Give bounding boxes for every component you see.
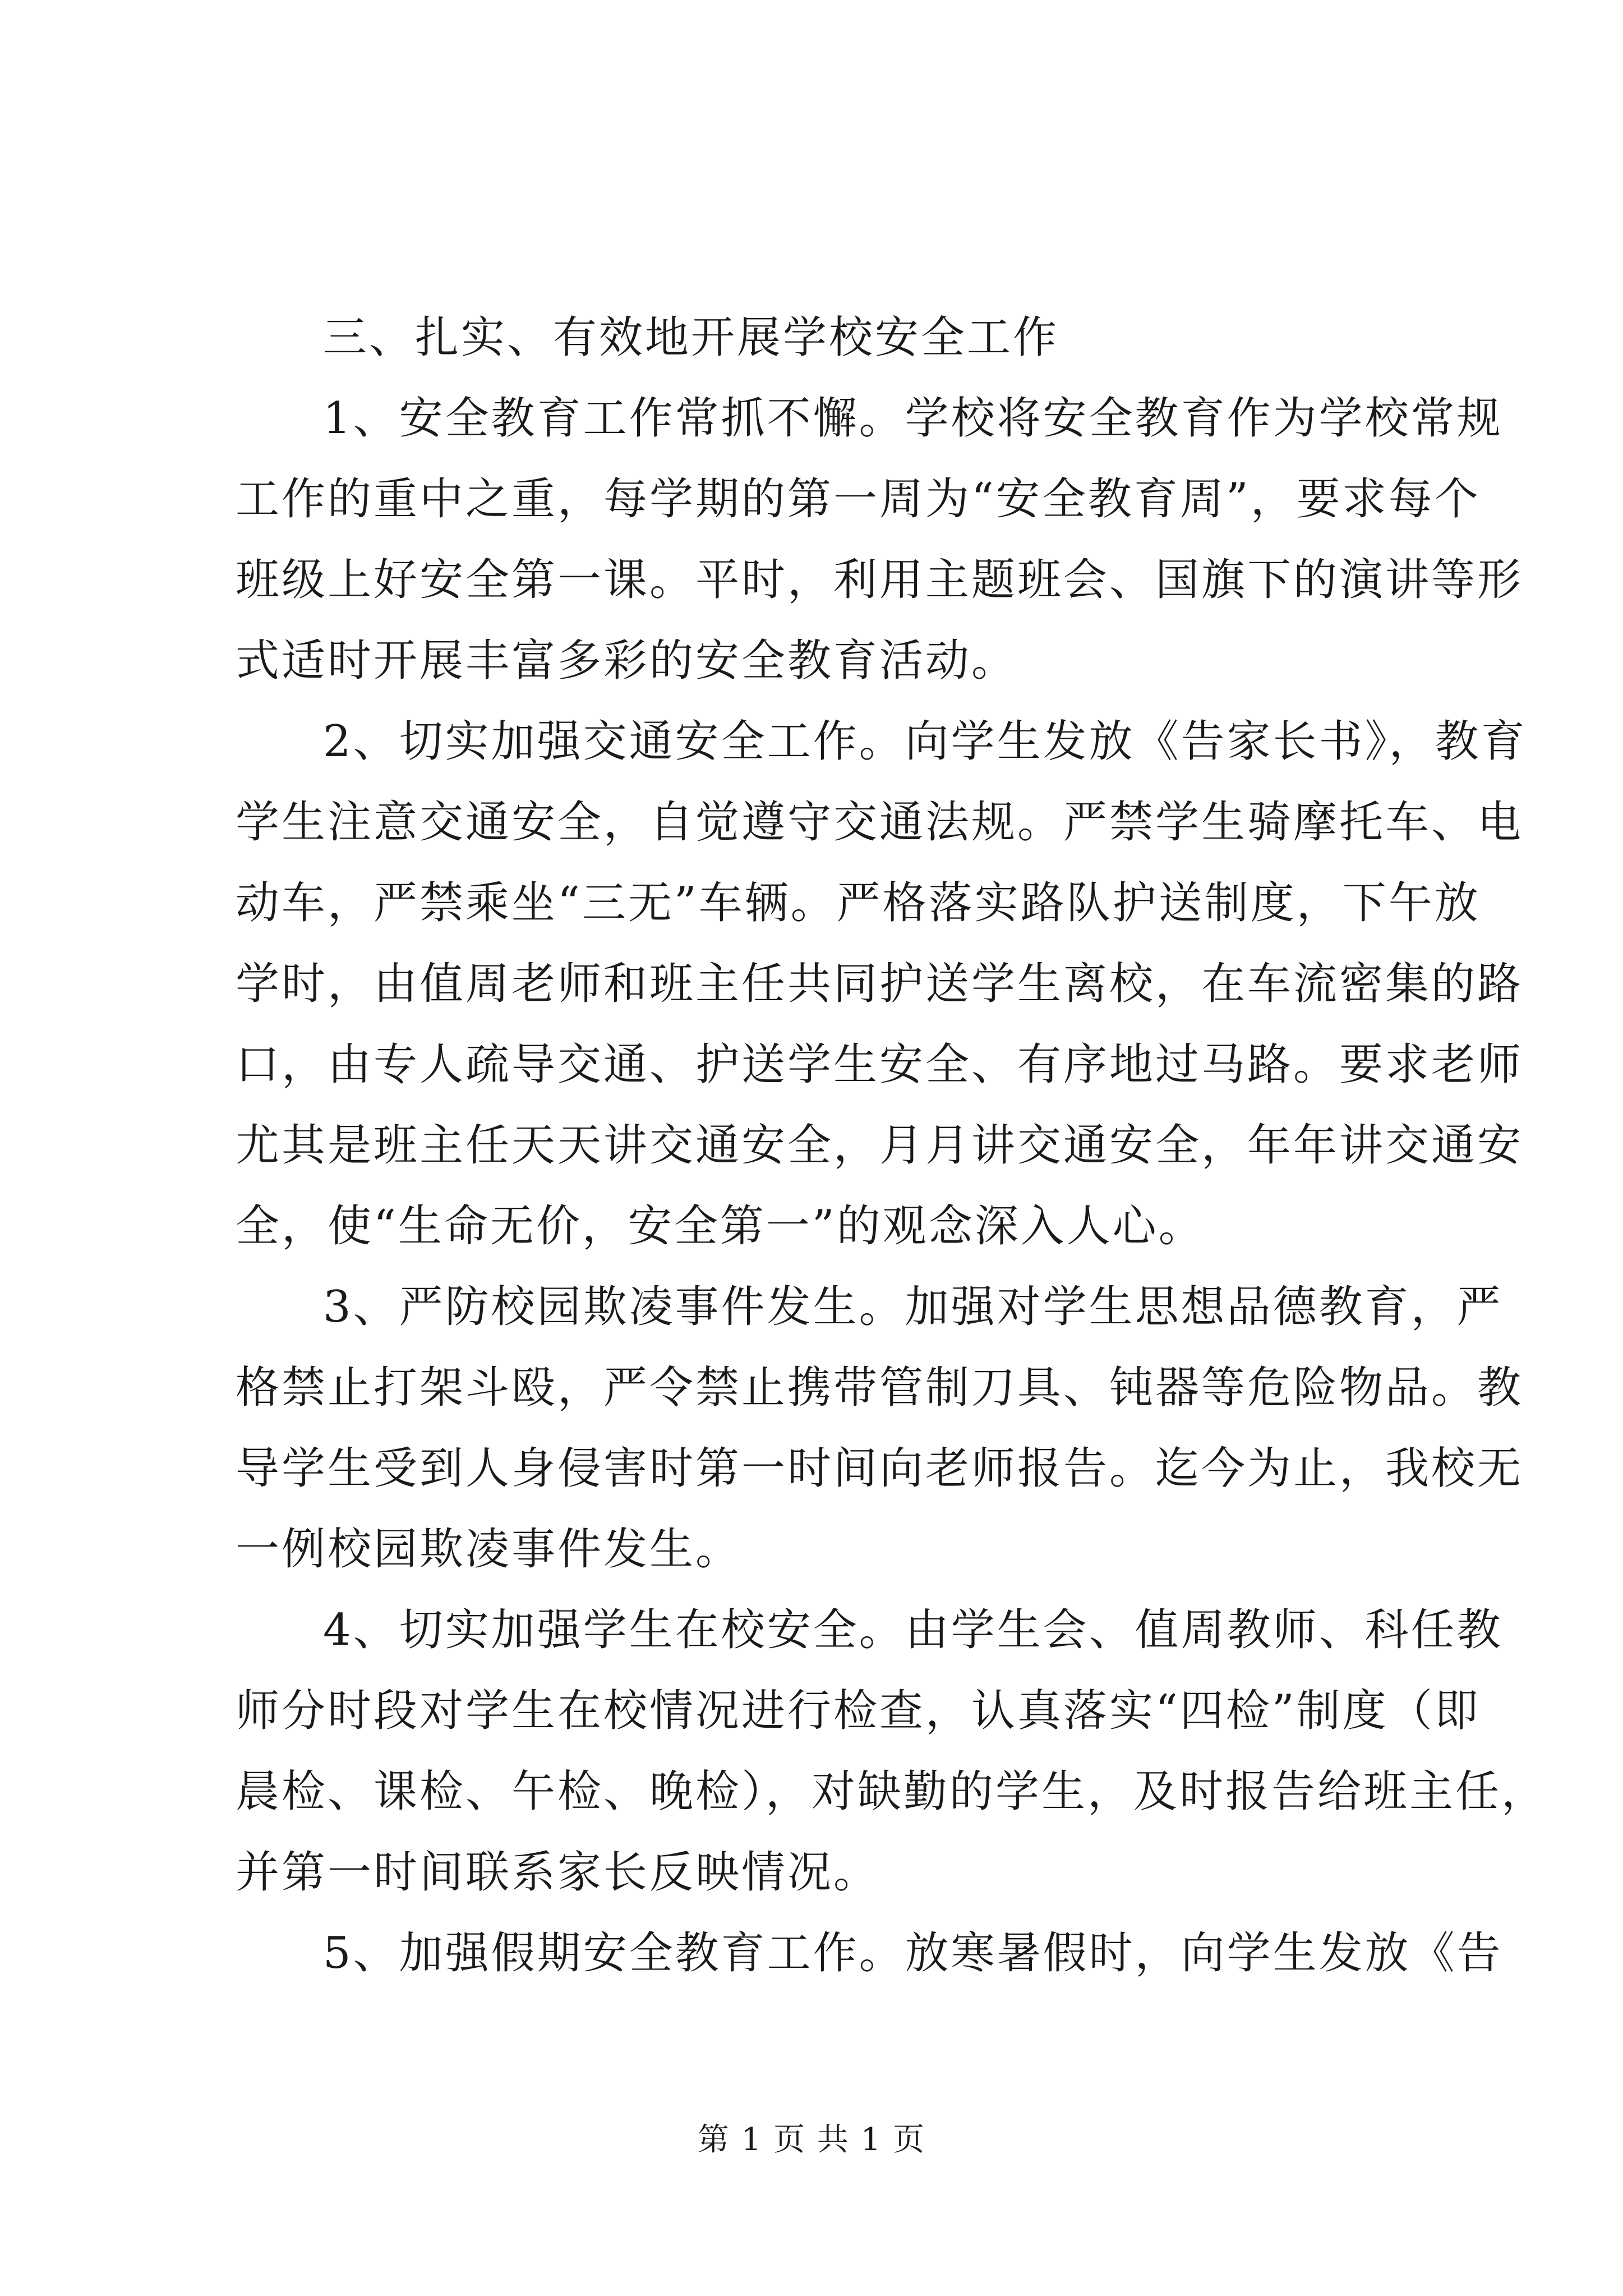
paragraph-line: 2、切实加强交通安全工作。向学生发放《告家长书》，教育 bbox=[323, 716, 1527, 767]
paragraph-line: 全，使“生命无价，安全第一”的观念深入人心。 bbox=[236, 1201, 1205, 1251]
paragraph-line: 3、严防校园欺凌事件发生。加强对学生思想品德教育，严 bbox=[323, 1282, 1503, 1332]
paragraph-line: 学生注意交通安全，自觉遵守交通法规。严禁学生骑摩托车、电 bbox=[236, 797, 1524, 848]
paragraph-2 bbox=[236, 701, 1527, 1267]
paragraph-1 bbox=[236, 378, 1524, 701]
section-heading: 三、扎实、有效地开展学校安全工作 bbox=[323, 312, 1059, 363]
paragraph-line: 5、加强假期安全教育工作。放寒暑假时，向学生发放《告 bbox=[323, 1928, 1503, 1978]
paragraph-line: 口，由专人疏导交通、护送学生安全、有序地过马路。要求老师 bbox=[236, 1039, 1524, 1090]
paragraph-line: 4、切实加强学生在校安全。由学生会、值周教师、科任教 bbox=[323, 1605, 1503, 1655]
page-number-footer: 第 1 页 共 1 页 bbox=[697, 2122, 926, 2158]
paragraph-line: 工作的重中之重，每学期的第一周为“安全教育周”，要求每个 bbox=[236, 474, 1481, 524]
document-body bbox=[236, 297, 1548, 1994]
paragraph-line: 动车，严禁乘坐“三无”车辆。严格落实路队护送制度，下午放 bbox=[236, 878, 1481, 928]
paragraph-5 bbox=[236, 1913, 1503, 1994]
paragraph-line: 并第一时间联系家长反映情况。 bbox=[236, 1847, 880, 1898]
paragraph-line: 班级上好安全第一课。平时，利用主题班会、国旗下的演讲等形 bbox=[236, 555, 1524, 605]
paragraph-line: 学时，由值周老师和班主任共同护送学生离校，在车流密集的路 bbox=[236, 959, 1524, 1009]
paragraph-line: 尤其是班主任天天讲交通安全，月月讲交通安全，年年讲交通安 bbox=[236, 1120, 1524, 1171]
paragraph-line: 格禁止打架斗殴，严令禁止携带管制刀具、钝器等危险物品。教 bbox=[236, 1363, 1524, 1413]
paragraph-line: 晨检、课检、午检、晚检），对缺勤的学生，及时报告给班主任， bbox=[236, 1766, 1548, 1817]
paragraph-line: 一例校园欺凌事件发生。 bbox=[236, 1524, 742, 1575]
paragraph-3 bbox=[236, 1267, 1524, 1590]
paragraph-line: 师分时段对学生在校情况进行检查，认真落实“四检”制度（即 bbox=[236, 1686, 1481, 1736]
paragraph-line: 1、安全教育工作常抓不懈。学校将安全教育作为学校常规 bbox=[323, 393, 1503, 444]
paragraph-line: 导学生受到人身侵害时第一时间向老师报告。迄今为止，我校无 bbox=[236, 1443, 1524, 1494]
paragraph-line: 式适时开展丰富多彩的安全教育活动。 bbox=[236, 636, 1018, 686]
paragraph-4 bbox=[236, 1590, 1548, 1913]
